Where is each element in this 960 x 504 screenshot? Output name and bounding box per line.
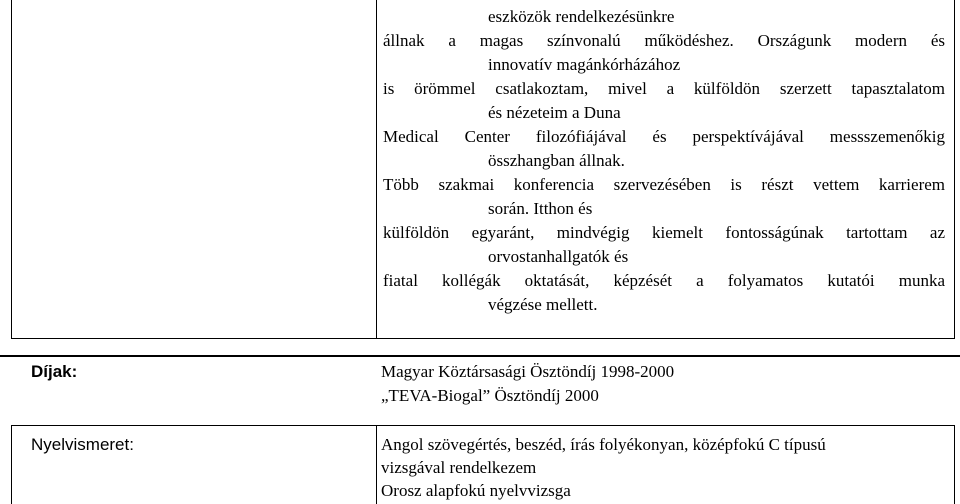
section-divider: [0, 355, 960, 357]
text-line: Medical Center filozófiájával és perspektívájával messszemenőkig: [383, 127, 945, 146]
text-line: állnak a magas színvonalú működéshez. Országunk modern és: [383, 31, 945, 50]
text-line: során. Itthon és: [488, 199, 593, 218]
language-item: Orosz alapfokú nyelvvizsga: [381, 481, 571, 500]
language-item: vizsgával rendelkezem: [381, 458, 537, 477]
award-item: Magyar Köztársasági Ösztöndíj 1998-2000: [381, 362, 675, 381]
left-cell-border: [11, 0, 377, 339]
text-line: fiatal kollégák oktatását, képzését a folyamatos kutatói munka: [383, 271, 945, 290]
text-line: végzése mellett.: [488, 295, 598, 314]
languages-label: Nyelvismeret:: [31, 435, 134, 454]
text-line: innovatív magánkórházához: [488, 55, 681, 74]
awards-label: Díjak:: [31, 362, 78, 381]
text-line: orvostanhallgatók és: [488, 247, 629, 266]
language-item: Angol szövegértés, beszéd, írás folyékonyan, középfokú C típusú: [381, 435, 826, 454]
text-line: külföldön egyaránt, mindvégig kiemelt fontosságúnak tartottam az: [383, 223, 945, 242]
text-line: Több szakmai konferencia szervezésében is részt vettem karrierem: [383, 175, 945, 194]
text-line: összhangban állnak.: [488, 151, 625, 170]
text-line: és nézeteim a Duna: [488, 103, 621, 122]
award-item: „TEVA-Biogal” Ösztöndíj 2000: [381, 386, 599, 405]
text-line: is örömmel csatlakoztam, mivel a külföldön szerzett tapasztalatom: [383, 79, 945, 98]
text-line: eszközök rendelkezésünkre: [488, 7, 675, 26]
